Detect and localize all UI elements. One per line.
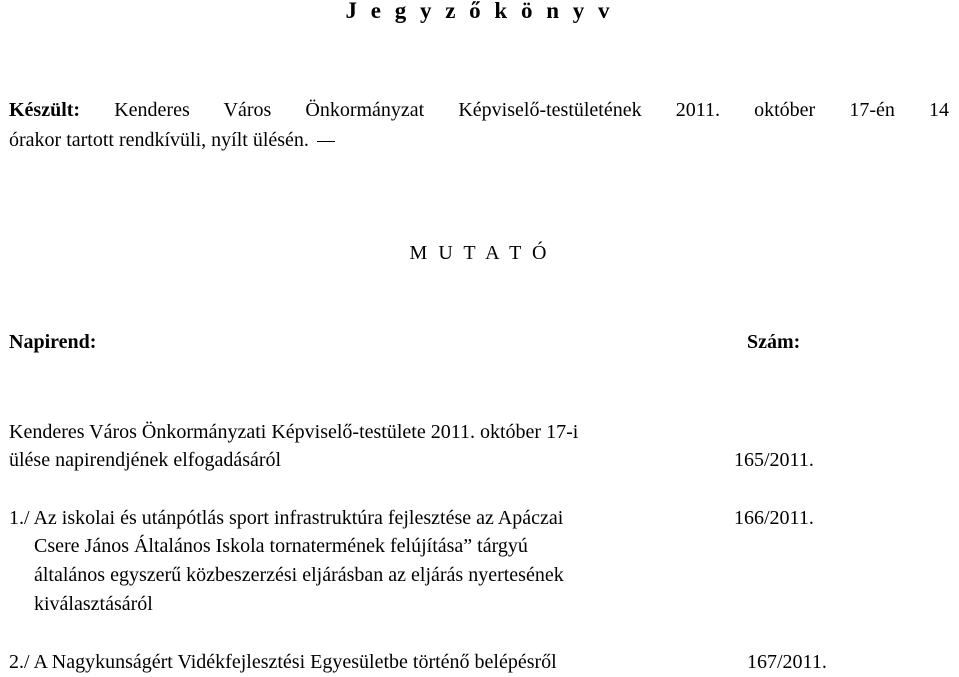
dash-mark (317, 141, 335, 142)
intro-lead: Készült: (9, 99, 81, 121)
agenda-item-1-line-1: Kenderes Város Önkormányzati Képviselő-testülete 2011. október 17-i (9, 421, 579, 443)
agenda-item-3-number: 167/2011. (747, 651, 827, 673)
agenda-item-2-line-2: Csere János Általános Iskola tornatermének felújítása” tárgyú (9, 535, 528, 557)
index-title: M U T A T Ó (409, 242, 550, 264)
intro-line-1-rest: Kenderes Város Önkormányzat Képviselő-testületének 2011. október 17-én 14 (114, 99, 949, 121)
agenda-item-1-line-2: ülése napirendjének elfogadásáról (9, 449, 282, 471)
document-title: J e g y z ő k ö n y v (345, 0, 614, 23)
agenda-item-2-line-1: 1./ Az iskolai és utánpótlás sport infrastruktúra fejlesztése az Apáczai (9, 507, 564, 529)
agenda-item-1-number: 165/2011. (734, 449, 814, 471)
agenda-item-3-line-1: 2./ A Nagykunságért Vidékfejlesztési Egyesületbe történő belépésről (9, 651, 557, 673)
agenda-column-header: Napirend: (9, 331, 97, 353)
intro-line-2: órakor tartott rendkívüli, nyílt ülésén. (9, 129, 309, 151)
agenda-item-2-number: 166/2011. (734, 507, 814, 529)
agenda-item-2-line-4: kiválasztásáról (9, 593, 153, 615)
agenda-item-2-line-3: általános egyszerű közbeszerzési eljárásban az eljárás nyertesének (9, 564, 564, 586)
intro-line-1 (9, 95, 949, 125)
number-column-header: Szám: (747, 331, 801, 353)
intro-paragraph (9, 95, 949, 155)
